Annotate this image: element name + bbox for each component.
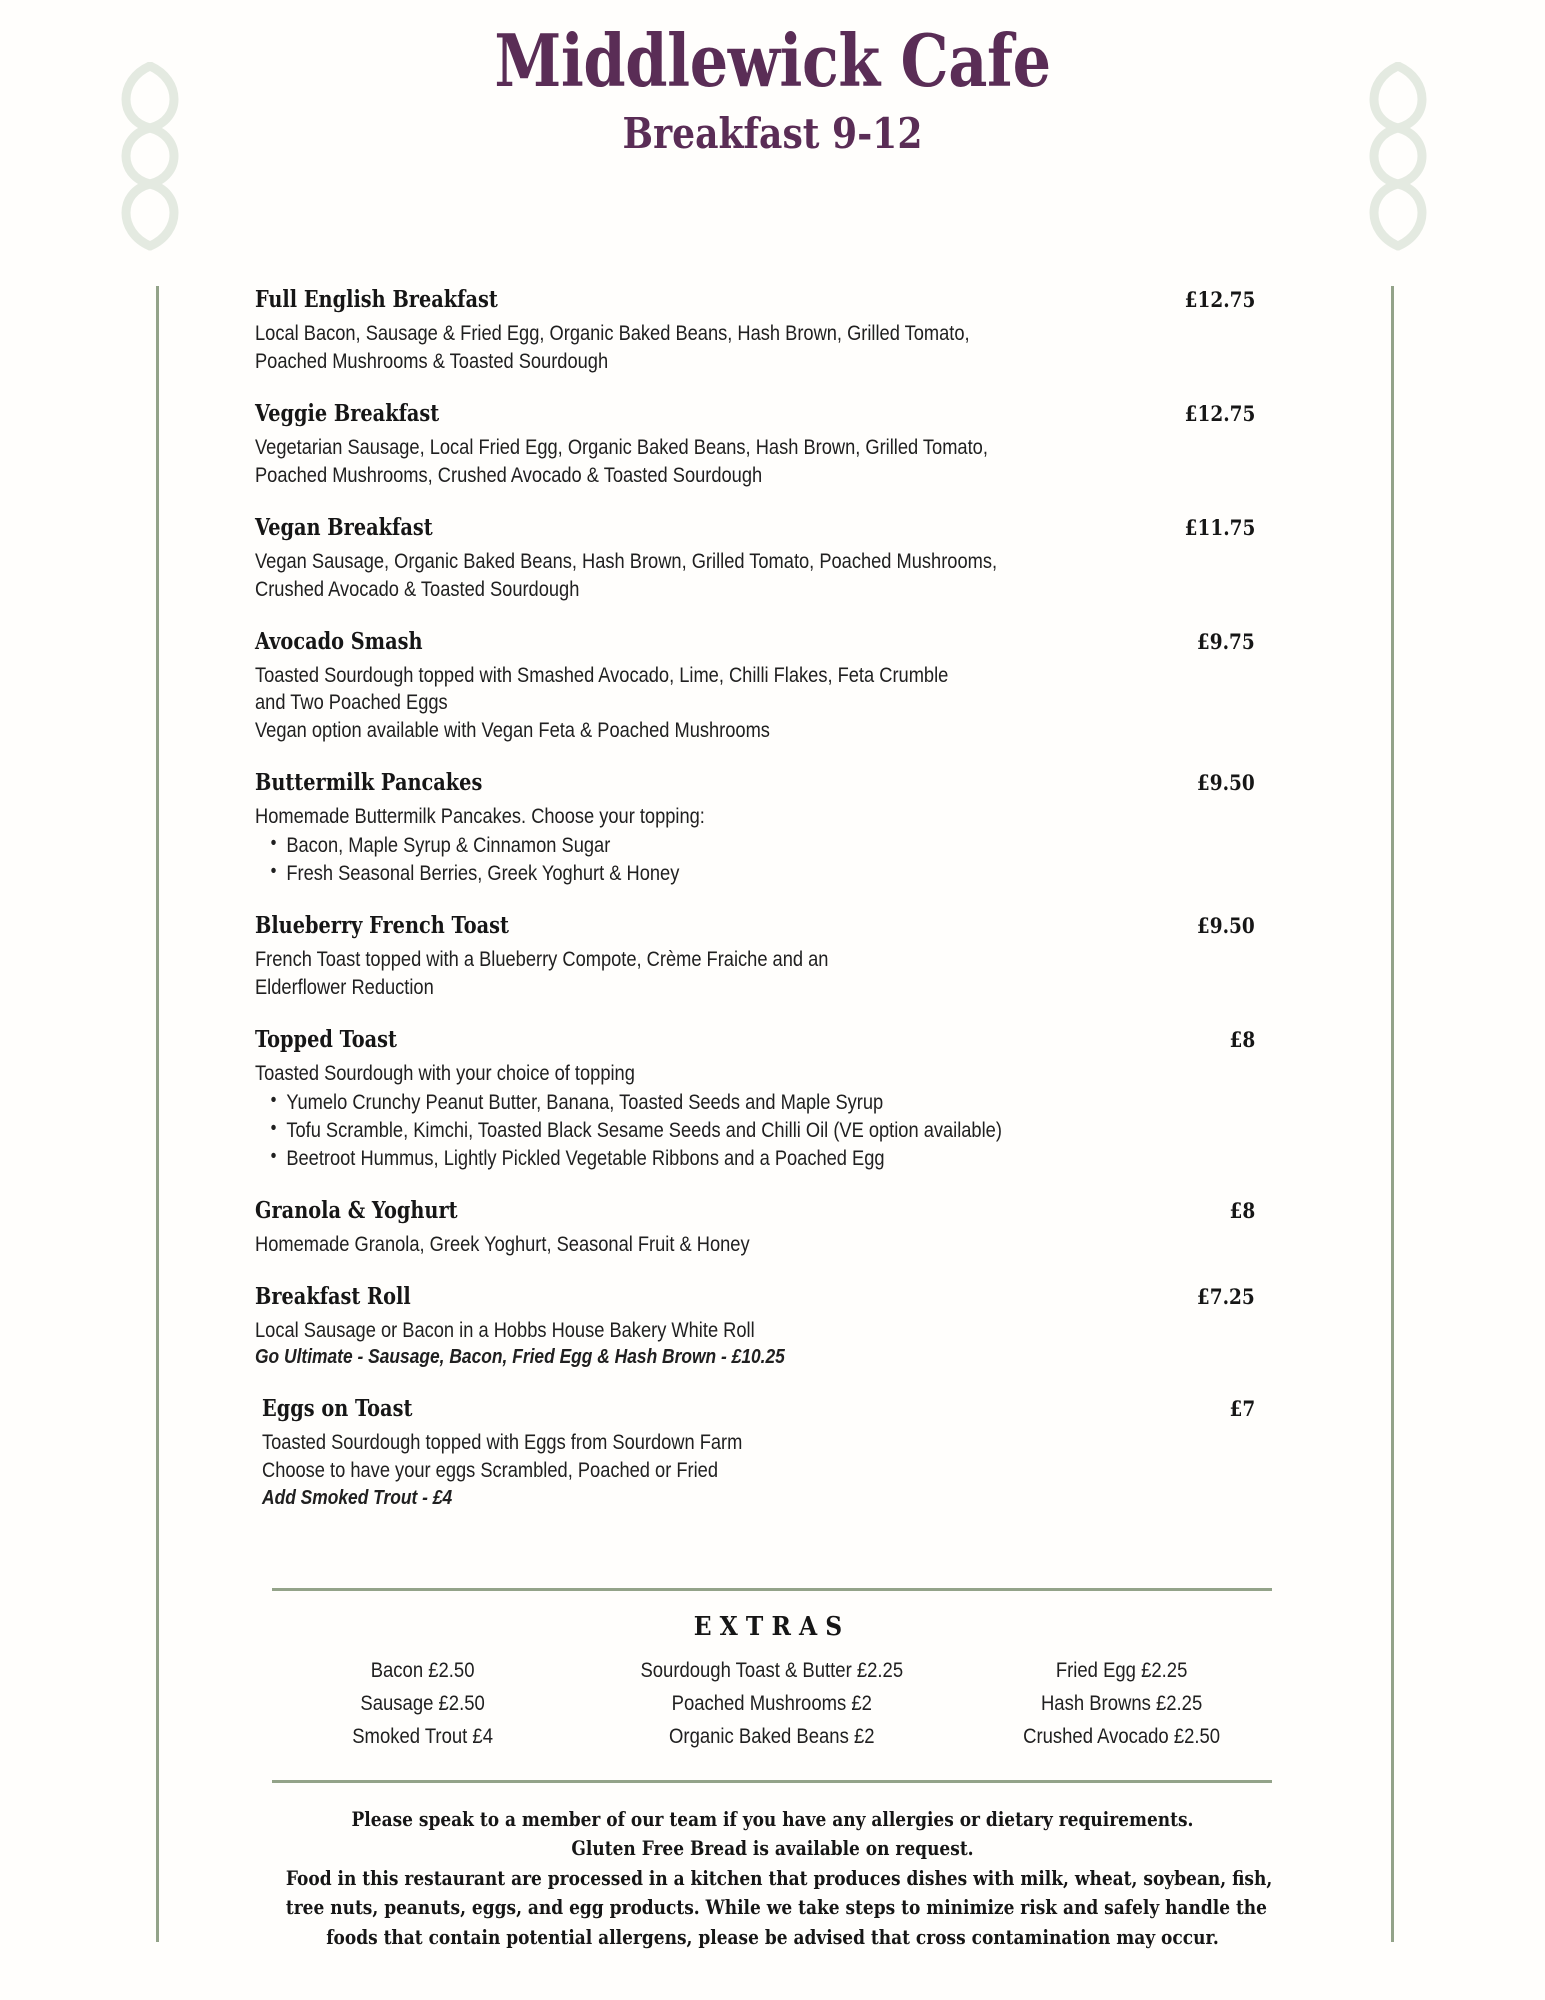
menu-item-name: Granola & Yoghurt — [255, 1196, 458, 1224]
description-line: Toasted Sourdough topped with Smashed Avocado, Lime, Chilli Flakes, Feta Crumble — [255, 663, 949, 687]
extras-item: Fried Egg £2.25 — [1055, 1659, 1188, 1682]
description-line: Poached Mushrooms, Crushed Avocado & Toasted Sourdough — [255, 463, 763, 487]
menu-item-name: Eggs on Toast — [262, 1395, 413, 1423]
allergy-notice-line: Gluten Free Bread is available on request. — [571, 1836, 974, 1861]
extras-grid — [272, 1659, 1272, 1749]
menu-item-price: £9.50 — [1197, 770, 1255, 796]
allergy-notice-line: tree nuts, peanuts, eggs, and egg products. While we take steps to minimize risk and safely handle the — [285, 1895, 1267, 1920]
menu-item-header — [255, 912, 1255, 939]
menu-item-name: Breakfast Roll — [255, 1282, 411, 1310]
menu-item-header — [262, 1395, 1255, 1422]
menu-item-description — [255, 1317, 1256, 1372]
menu-item-name: Blueberry French Toast — [255, 912, 509, 940]
menu-item-description — [255, 434, 1256, 490]
menu-item-name: Full English Breakfast — [255, 286, 498, 313]
extras-item: Hash Browns £2.25 — [1040, 1692, 1203, 1715]
menu-item-name: Avocado Smash — [255, 627, 423, 655]
menu-item — [255, 628, 1255, 746]
menu-item-description — [255, 946, 1256, 1002]
extras-item: Crushed Avocado £2.50 — [1022, 1725, 1220, 1748]
menu-item-description — [255, 320, 1256, 376]
menu-item-description — [255, 548, 1256, 604]
menu-item-description — [255, 1231, 1256, 1259]
topping-choice-list — [255, 832, 1256, 888]
menu-item-price: £7.25 — [1197, 1283, 1255, 1309]
extras-title: EXTRAS — [693, 1612, 851, 1642]
menu-item-name: Veggie Breakfast — [255, 399, 440, 427]
right-vertical-rule — [1391, 286, 1394, 1942]
menu-item-upsell: Add Smoked Trout - £4 — [262, 1486, 453, 1509]
menu-item-list — [255, 286, 1255, 1535]
extras-item: Sausage £2.50 — [360, 1692, 485, 1715]
menu-item — [255, 514, 1255, 604]
description-line: Vegan option available with Vegan Feta & Poached Mushrooms — [255, 719, 770, 743]
menu-item-price: £9.75 — [1197, 628, 1255, 654]
menu-item-name: Buttermilk Pancakes — [255, 769, 483, 797]
left-vertical-rule — [156, 286, 159, 1942]
allergy-notice-line: Food in this restaurant are processed in a kitchen that produces dishes with milk, wheat, soybean, fish, — [285, 1865, 1273, 1890]
menu-item — [255, 1283, 1255, 1372]
allergy-notice — [200, 1805, 1345, 1952]
list-item: • Yumelo Crunchy Peanut Butter, Banana, Toasted Seeds and Maple Syrup — [255, 1089, 1256, 1117]
list-item: • Tofu Scramble, Kimchi, Toasted Black Sesame Seeds and Chilli Oil (VE option available) — [255, 1117, 1256, 1145]
menu-item — [255, 400, 1255, 490]
menu-item-price: £11.75 — [1184, 514, 1255, 540]
allergy-notice-line: Please speak to a member of our team if you have any allergies or dietary requirements. — [351, 1807, 1194, 1831]
extras-section — [272, 1612, 1272, 1749]
menu-item-description — [262, 1429, 1255, 1511]
extras-item: Sourdough Toast & Butter £2.25 — [640, 1659, 904, 1682]
menu-item-header — [255, 1283, 1255, 1310]
description-line: Vegan Sausage, Organic Baked Beans, Hash Brown, Grilled Tomato, Poached Mushrooms, — [255, 549, 998, 573]
menu-header — [0, 18, 1545, 159]
menu-item — [255, 286, 1255, 376]
menu-item-header — [255, 514, 1255, 541]
description-line: Toasted Sourdough topped with Eggs from Sourdown Farm — [262, 1431, 743, 1455]
description-line: Vegetarian Sausage, Local Fried Egg, Organic Baked Beans, Hash Brown, Grilled Tomato, — [255, 435, 988, 459]
description-line: French Toast topped with a Blueberry Compote, Crème Fraiche and an — [255, 948, 829, 972]
description-line: Elderflower Reduction — [255, 975, 434, 999]
page-title: Middlewick Cafe — [494, 18, 1051, 103]
menu-item-description — [255, 803, 1256, 888]
topping-choice-list — [255, 1089, 1256, 1173]
description-line: Homemade Granola, Greek Yoghurt, Seasonal Fruit & Honey — [255, 1232, 750, 1256]
list-item: • Fresh Seasonal Berries, Greek Yoghurt & Honey — [255, 860, 1256, 888]
menu-item — [255, 1197, 1255, 1259]
menu-item-header — [255, 286, 1255, 313]
menu-item-header — [255, 628, 1255, 655]
list-item: • Beetroot Hummus, Lightly Pickled Vegetable Ribbons and a Poached Egg — [255, 1145, 1256, 1173]
menu-item-price: £12.75 — [1184, 400, 1255, 426]
description-line: Toasted Sourdough with your choice of topping — [255, 1061, 635, 1085]
menu-item-price: £7 — [1229, 1396, 1255, 1422]
menu-item-header — [255, 769, 1255, 796]
description-line: Homemade Buttermilk Pancakes. Choose your topping: — [255, 805, 705, 829]
menu-item-header — [255, 1197, 1255, 1224]
menu-item-header — [255, 1026, 1255, 1053]
extras-top-divider — [272, 1588, 1272, 1591]
menu-item — [255, 769, 1255, 888]
extras-item: Organic Baked Beans £2 — [669, 1725, 875, 1748]
extras-item: Smoked Trout £4 — [352, 1725, 493, 1748]
menu-item-price: £8 — [1229, 1026, 1255, 1052]
menu-item-name: Vegan Breakfast — [255, 513, 433, 541]
description-line: Choose to have your eggs Scrambled, Poached or Fried — [262, 1458, 719, 1482]
menu-item-price: £9.50 — [1197, 913, 1255, 939]
description-line: Local Sausage or Bacon in a Hobbs House Bakery White Roll — [255, 1318, 755, 1342]
description-line: and Two Poached Eggs — [255, 691, 448, 715]
description-line: Poached Mushrooms & Toasted Sourdough — [255, 349, 609, 373]
list-item: • Bacon, Maple Syrup & Cinnamon Sugar — [255, 832, 1256, 860]
description-line: Crushed Avocado & Toasted Sourdough — [255, 577, 580, 601]
menu-item-description — [255, 1060, 1256, 1173]
menu-item — [255, 1395, 1255, 1511]
menu-item — [255, 912, 1255, 1002]
page-subtitle: Breakfast 9-12 — [622, 109, 923, 159]
extras-item: Poached Mushrooms £2 — [671, 1692, 873, 1715]
extras-item: Bacon £2.50 — [370, 1659, 475, 1682]
description-line: Local Bacon, Sausage & Fried Egg, Organic Baked Beans, Hash Brown, Grilled Tomato, — [255, 322, 970, 345]
menu-item — [255, 1026, 1255, 1173]
menu-item-price: £8 — [1229, 1197, 1255, 1223]
menu-item-upsell: Go Ultimate - Sausage, Bacon, Fried Egg & Hash Brown - £10.25 — [255, 1346, 785, 1369]
allergy-notice-line: foods that contain potential allergens, please be advised that cross contamination may occur. — [326, 1924, 1219, 1949]
menu-item-header — [255, 400, 1255, 427]
menu-item-description — [255, 662, 1256, 746]
menu-item-name: Topped Toast — [255, 1025, 397, 1053]
footer-top-divider — [272, 1780, 1272, 1783]
menu-item-price: £12.75 — [1184, 287, 1255, 312]
